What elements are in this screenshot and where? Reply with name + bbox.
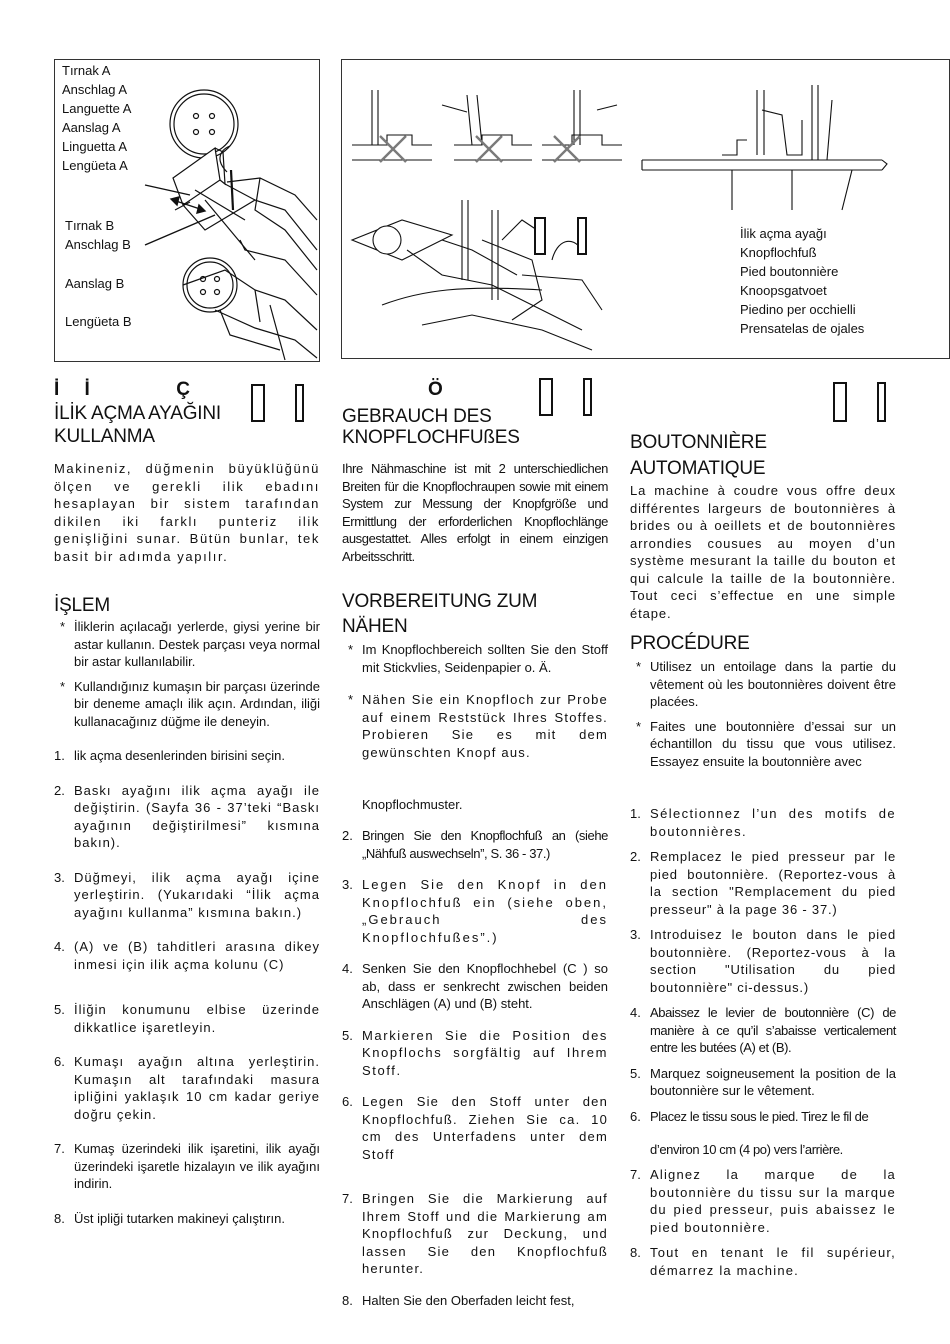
bullet-tr-1: * İliklerin açılacağı yerlerde, giysi yerine bir astar kullanın. Destek parçası veya normal bir astar kullanılabilir. (60, 619, 320, 669)
label-foot-nl: Knoopsgatvoet (740, 283, 827, 298)
buttonhole-symbol-narrow-icon (877, 382, 886, 422)
heading-chars-tr: İ İ Ç (54, 379, 200, 400)
bullet-fr-1: * Utilisez un entoilage dans la partie du vêtement où les boutonnières doivent être placées. (636, 659, 896, 709)
step-tr-8: 8. Üst ipliği tutarken makineyi çalıştırın. (54, 1210, 285, 1226)
label-foot-de: Knopflochfuß (740, 245, 817, 260)
step-de-2: 2. Bringen Sie den Knopflochfuß an (siehe „Nähfuß auswechseln”, S. 36 - 37.) (342, 828, 608, 861)
buttonhole-symbol-narrow-icon (295, 384, 304, 422)
step-tr-7: 7. Kumaş üzerindeki ilik işaretini, ilik ayağı üzerindeki işaretle hizalayın ve ilik ayağını indirin. (54, 1141, 320, 1191)
title-de-line2: KNOPFLOCHFUßES (342, 427, 520, 448)
step-tr-5: 5. İliğin konumunu elbise üzerinde dikkatlice işaretleyin. (54, 1002, 320, 1035)
figure-left (54, 59, 320, 362)
label-foot-it: Piedino per occhielli (740, 302, 856, 317)
step-tr-3: 3. Düğmeyi, ilik açma ayağı içine yerleştirin. (Yukarıdaki “İlik açma ayağını kullanma” kısmına bakın.) (54, 869, 320, 920)
step-fr-5: 5. Marquez soigneusement la position de la boutonnière sur le vêtement. (630, 1065, 896, 1098)
orphan-de: Knopflochmuster. (362, 797, 463, 812)
column-turkish (54, 378, 320, 1227)
buttonhole-symbol-icon (833, 382, 847, 422)
intro-fr: La machine à coudre vous offre deux différentes largeurs de boutonnières à brides ou à oeillets et de boutonnières arrondies cousues au moyen d’un système mesurant la taille du bouton et qui calcule la taille de la boutonnière. Tout ceci s’effectue en une simple étape. (630, 483, 896, 621)
title-fr-line2: AUTOMATIQUE (630, 458, 766, 479)
title-fr-line1: BOUTONNIÈRE (630, 432, 767, 453)
label-stop-a-fr: Languette A (62, 101, 132, 116)
intro-de: Ihre Nähmaschine ist mit 2 unterschiedlichen Breiten für die Knopflochraupen sowie mit einem System zur Messung der Knopfgröße und Ermittlung der erforderlichen Knopflochlänge ausgestattet. Alles erfolgt in einem einzigen Arbeitsschritt. (342, 461, 608, 564)
column-german (342, 378, 608, 1309)
step-fr-1: 1. Sélectionnez l’un des motifs de boutonnières. (630, 806, 896, 839)
buttonhole-setup-illustration (342, 60, 949, 358)
title-de-line1: GEBRAUCH DES (342, 406, 492, 427)
title-tr-line1: İLİK AÇMA AYAĞINI (54, 403, 221, 424)
label-foot-tr: İlik açma ayağı (740, 226, 827, 241)
intro-tr: Makineniz, düğmenin büyüklüğünü ölçen ve gerekli ilik ebadını hesaplayan bir sistem tarafından dikilen iki farklı punteriz ilik genişliğini sunar. Bütün bunlar, tek basit bir adımda yapılır. (54, 461, 320, 564)
label-stop-b-nl: Aanslag B (65, 276, 125, 291)
label-stop-a-es: Lengüeta A (62, 158, 128, 173)
step-fr-3: 3. Introduisez le bouton dans le pied boutonnière. (Reportez-vous à la section "Utilisation du pied boutonnière" ci-dessus.) (630, 927, 896, 995)
step-fr-7: 7. Alignez la marque de la boutonnière du tissu sur la marque du pied presseur, puis abaissez le pied boutonnière. (630, 1167, 896, 1235)
step-de-6: 6. Legen Sie den Stoff unter den Knopflochfuß. Ziehen Sie ca. 10 cm des Unterfadens unter dem Stoff (342, 1094, 608, 1162)
step-tr-2: 2. Baskı ayağını ilik açma ayağı ile değiştirin. (Sayfa 36 - 37’teki “Baskı ayağının değiştirilmesi” kısmına bakın). (54, 782, 320, 850)
column-french (630, 378, 896, 1279)
section-prep-de-line2: NÄHEN (342, 616, 408, 637)
bullet-fr-2: * Faites une boutonnière d’essai sur un échantillon du tissu que vous utilisez. Essayez ensuite la boutonnière avec (636, 718, 896, 769)
step-tr-6: 6. Kumaşı ayağın altına yerleştirin. Kumaşın alt tarafındaki masura ipliğini yaklaşık 10 cm kadar geriye doğru çekin. (54, 1054, 320, 1122)
label-stop-a-it: Linguetta A (62, 139, 128, 154)
step-de-8: 8. Halten Sie den Oberfaden leicht fest, (342, 1292, 575, 1308)
heading-chars-de: Ö (428, 379, 443, 400)
label-stop-a-tr: Tırnak A (62, 63, 111, 78)
label-stop-b-tr: Tırnak B (65, 218, 115, 233)
section-procedure-fr: PROCÉDURE (630, 633, 750, 654)
step-de-5: 5. Markieren Sie die Position des Knopflochs sorgfältig auf Ihrem Stoff. (342, 1027, 608, 1078)
label-foot-es: Prensatelas de ojales (740, 321, 865, 336)
bullet-de-1: * Im Knopflochbereich sollten Sie den Stoff mit Stickvlies, Seidenpapier o. Ä. (348, 642, 608, 675)
step-de-7: 7. Bringen Sie die Markierung auf Ihrem Stoff und die Markierung am Knopflochfuß zur Deckung, und lassen Sie den Knopflochfuß herunter. (342, 1191, 608, 1276)
label-foot-fr: Pied boutonnière (740, 264, 839, 279)
figure-right (341, 59, 950, 359)
buttonhole-symbol-icon (251, 384, 265, 422)
step-tr-4: 4. (A) ve (B) tahditleri arasına dikey inmesi için ilik açma kolunu (C) (54, 939, 320, 972)
section-prep-de-line1: VORBEREITUNG ZUM (342, 591, 538, 612)
buttonhole-symbol-icon (539, 378, 553, 416)
bullet-tr-2: * Kullandığınız kumaşın bir parçası üzerinde bir deneme amaçlı ilik açın. Ardından, iliği kullanacağınız düğme ile deneyin. (60, 678, 320, 729)
step-de-4: 4. Senken Sie den Knopflochhebel (C ) so ab, dass er senkrecht zwischen beiden Anschlägen (A) und (B) steht. (342, 961, 608, 1011)
label-stop-a-nl: Aanslag A (62, 120, 121, 135)
label-stop-b-es: Lengüeta B (65, 314, 132, 329)
bullet-de-2: * Nähen Sie ein Knopfloch zur Probe auf einem Reststück Ihres Stoffes. Probieren Sie es mit dem gewünschten Knopf aus. (348, 692, 608, 760)
title-tr-line2: KULLANMA (54, 426, 155, 447)
buttonhole-symbol-narrow-icon (583, 378, 592, 416)
label-stop-a-de: Anschlag A (62, 82, 128, 97)
section-procedure-tr: İŞLEM (54, 595, 111, 616)
step-fr-2: 2. Remplacez le pied presseur par le pied boutonnière. (Reportez-vous à la section "Remplacement du pied presseur" à la page 36 - 37.) (630, 849, 896, 917)
step-fr-6: 6. Placez le tissu sous le pied. Tirez le fil de (630, 1108, 869, 1124)
label-stop-b-de: Anschlag B (65, 237, 131, 252)
step-de-3: 3. Legen Sie den Knopf in den Knopflochfuß ein (siehe oben, „Gebrauch des Knopflochfußes”.) (342, 877, 608, 945)
orphan-fr: d’environ 10 cm (4 po) vers l’arrière. (650, 1142, 843, 1157)
step-tr-1: 1. lik açma desenlerinden birisini seçin. (54, 748, 285, 763)
step-fr-8: 8. Tout en tenant le fil supérieur, démarrez la machine. (630, 1245, 896, 1278)
step-fr-4: 4. Abaissez le levier de boutonnière (C) de manière à ce qu’il s’abaisse verticalement entre les butées (A) et (B). (630, 1005, 896, 1055)
